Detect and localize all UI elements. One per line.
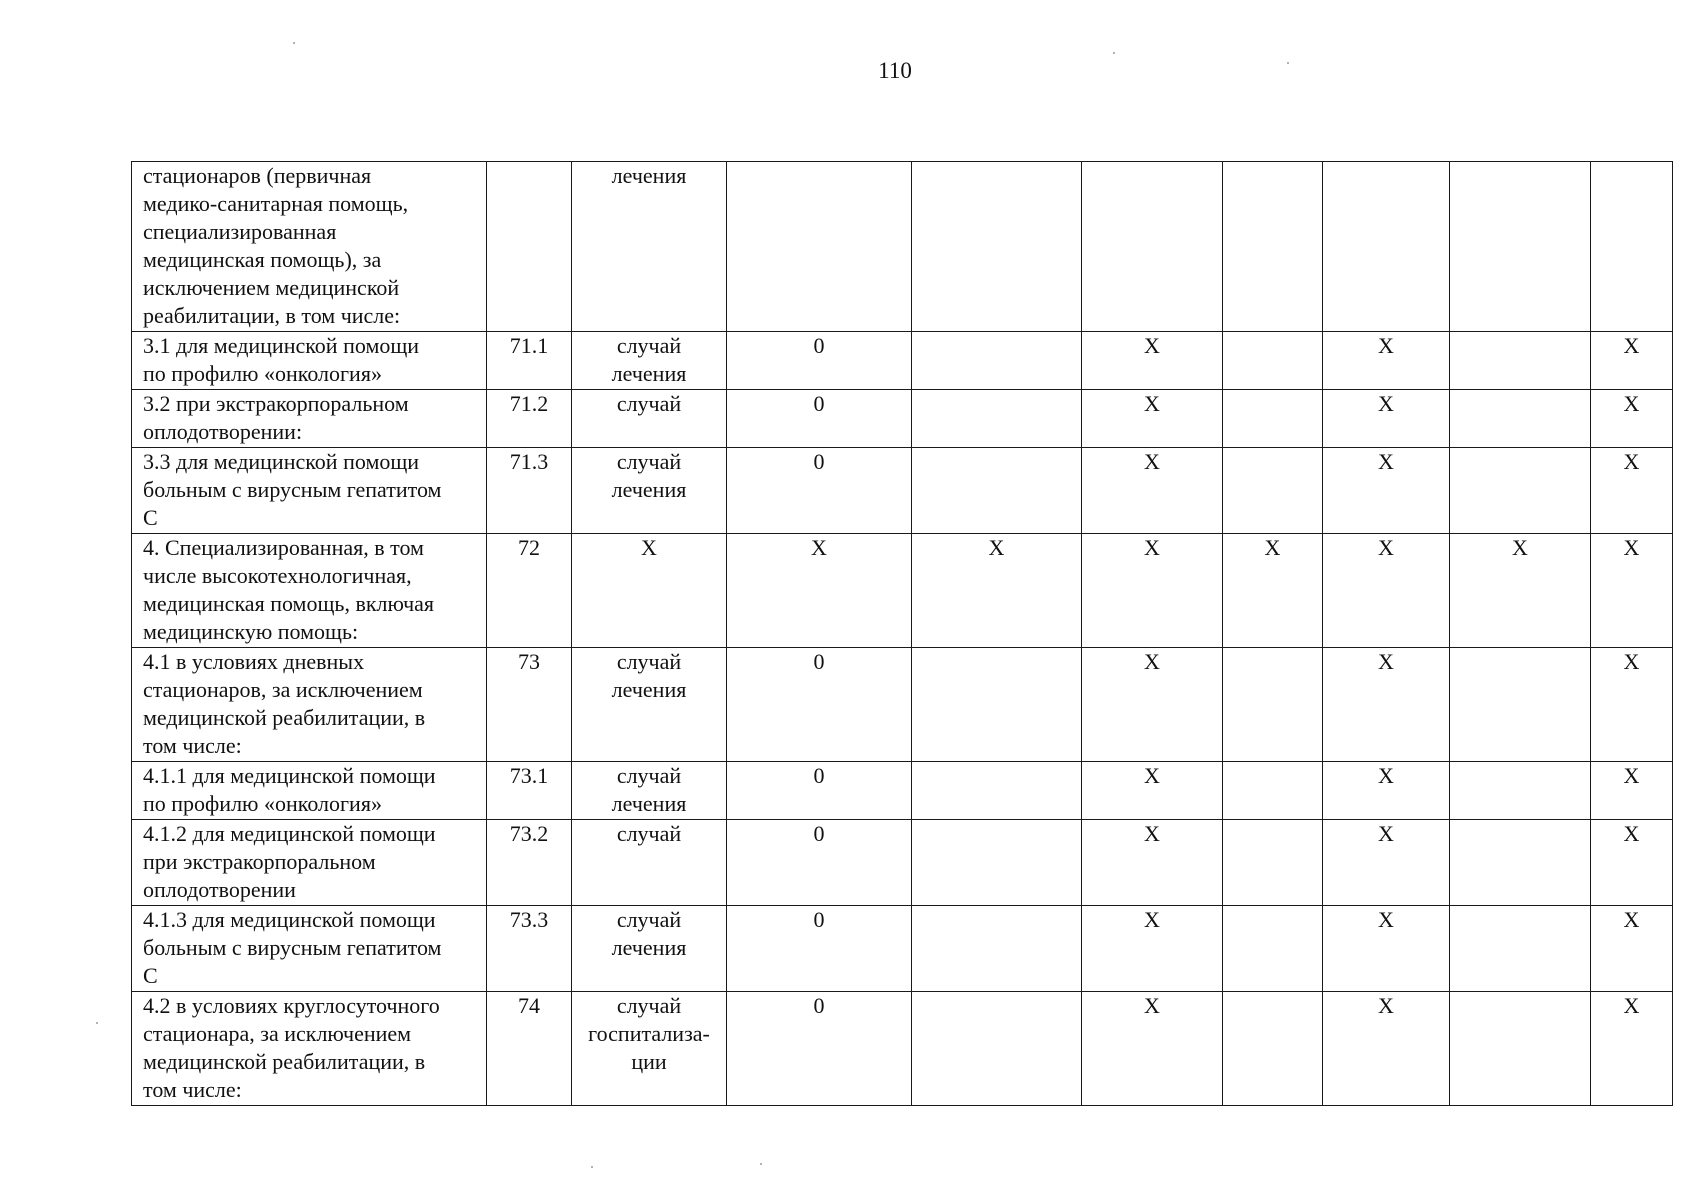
value-cell: X — [1323, 820, 1450, 906]
value-cell: X — [727, 534, 912, 648]
value-cell: X — [1591, 534, 1673, 648]
value-cell — [912, 162, 1082, 332]
table-row — [132, 534, 1673, 648]
value-cell: 0 — [727, 448, 912, 534]
value-cell: X — [1591, 762, 1673, 820]
scan-speck — [591, 1166, 593, 1168]
table-row — [132, 648, 1673, 762]
value-cell: X — [1082, 648, 1223, 762]
table-row — [132, 820, 1673, 906]
value-cell: 0 — [727, 332, 912, 390]
value-cell — [912, 390, 1082, 448]
value-cell — [1223, 906, 1323, 992]
value-cell — [1223, 648, 1323, 762]
value-cell: X — [1323, 448, 1450, 534]
value-cell — [1591, 162, 1673, 332]
value-cell: X — [1082, 906, 1223, 992]
row-name-cell: 3.2 при экстракорпоральном оплодотворении: — [132, 390, 487, 448]
row-code-cell: 71.1 — [487, 332, 572, 390]
row-code-cell: 71.2 — [487, 390, 572, 448]
value-cell: X — [1323, 992, 1450, 1106]
value-cell — [1223, 762, 1323, 820]
value-cell — [1450, 332, 1591, 390]
value-cell: X — [1591, 332, 1673, 390]
table-row — [132, 332, 1673, 390]
table-row — [132, 906, 1673, 992]
value-cell — [1450, 992, 1591, 1106]
row-name-cell: 4.1 в условиях дневных стационаров, за исключением медицинской реабилитации, в том числе: — [132, 648, 487, 762]
value-cell — [1323, 162, 1450, 332]
row-name-cell: 4. Специализированная, в том числе высокотехнологичная, медицинская помощь, включая медицинскую помощь: — [132, 534, 487, 648]
value-cell: X — [1082, 534, 1223, 648]
value-cell — [912, 820, 1082, 906]
row-unit-cell: лечения — [572, 162, 727, 332]
value-cell — [1223, 390, 1323, 448]
value-cell — [912, 448, 1082, 534]
scan-speck — [293, 42, 295, 44]
value-cell — [1223, 820, 1323, 906]
value-cell — [1450, 762, 1591, 820]
value-cell: X — [1323, 534, 1450, 648]
table-row — [132, 448, 1673, 534]
value-cell: X — [1082, 448, 1223, 534]
value-cell: X — [1591, 390, 1673, 448]
value-cell — [912, 332, 1082, 390]
value-cell: X — [1323, 390, 1450, 448]
value-cell: X — [1323, 762, 1450, 820]
row-unit-cell: случай — [572, 390, 727, 448]
value-cell: X — [912, 534, 1082, 648]
value-cell — [1450, 648, 1591, 762]
row-code-cell: 74 — [487, 992, 572, 1106]
value-cell — [912, 906, 1082, 992]
value-cell: X — [1591, 820, 1673, 906]
value-cell — [1450, 448, 1591, 534]
row-unit-cell: случай лечения — [572, 448, 727, 534]
table-row — [132, 162, 1673, 332]
value-cell: 0 — [727, 992, 912, 1106]
row-name-cell: 4.1.2 для медицинской помощи при экстракорпоральном оплодотворении — [132, 820, 487, 906]
value-cell: X — [1591, 992, 1673, 1106]
value-cell: X — [1082, 992, 1223, 1106]
value-cell — [1223, 448, 1323, 534]
row-name-cell: стационаров (первичная медико-санитарная помощь, специализированная медицинская помощь), за исключением медицинской реабилитации, в том числе: — [132, 162, 487, 332]
value-cell — [1223, 992, 1323, 1106]
value-cell — [912, 992, 1082, 1106]
value-cell: X — [1082, 762, 1223, 820]
value-cell: X — [1223, 534, 1323, 648]
row-unit-cell: X — [572, 534, 727, 648]
value-cell: 0 — [727, 390, 912, 448]
page-number: 110 — [878, 58, 912, 83]
value-cell — [1082, 162, 1223, 332]
table-body — [132, 162, 1673, 1106]
value-cell: 0 — [727, 648, 912, 762]
row-code-cell: 73.2 — [487, 820, 572, 906]
value-cell: X — [1323, 332, 1450, 390]
value-cell — [1450, 390, 1591, 448]
row-unit-cell: случай лечения — [572, 648, 727, 762]
value-cell — [912, 648, 1082, 762]
value-cell: 0 — [727, 820, 912, 906]
scan-speck — [1287, 62, 1289, 64]
row-name-cell: 3.3 для медицинской помощи больным с вирусным гепатитом С — [132, 448, 487, 534]
row-unit-cell: случай — [572, 820, 727, 906]
value-cell — [1450, 906, 1591, 992]
value-cell: X — [1082, 390, 1223, 448]
value-cell: X — [1591, 648, 1673, 762]
scan-speck — [1113, 52, 1115, 54]
row-code-cell: 73.1 — [487, 762, 572, 820]
value-cell — [1223, 332, 1323, 390]
row-name-cell: 4.1.1 для медицинской помощи по профилю «онкология» — [132, 762, 487, 820]
value-cell: X — [1450, 534, 1591, 648]
row-code-cell: 71.3 — [487, 448, 572, 534]
row-name-cell: 3.1 для медицинской помощи по профилю «онкология» — [132, 332, 487, 390]
row-unit-cell: случай госпитализа- ции — [572, 992, 727, 1106]
data-table — [131, 161, 1673, 1106]
table-row — [132, 992, 1673, 1106]
value-cell: X — [1323, 906, 1450, 992]
value-cell — [1450, 820, 1591, 906]
row-unit-cell: случай лечения — [572, 332, 727, 390]
row-code-cell: 73.3 — [487, 906, 572, 992]
row-unit-cell: случай лечения — [572, 762, 727, 820]
value-cell: 0 — [727, 906, 912, 992]
scan-speck — [96, 1022, 98, 1024]
table-row — [132, 390, 1673, 448]
value-cell: X — [1323, 648, 1450, 762]
value-cell — [1450, 162, 1591, 332]
value-cell: X — [1082, 332, 1223, 390]
row-code-cell: 73 — [487, 648, 572, 762]
scan-speck — [760, 1163, 762, 1165]
value-cell: X — [1082, 820, 1223, 906]
row-unit-cell: случай лечения — [572, 906, 727, 992]
row-name-cell: 4.1.3 для медицинской помощи больным с вирусным гепатитом С — [132, 906, 487, 992]
row-code-cell — [487, 162, 572, 332]
value-cell: 0 — [727, 762, 912, 820]
row-code-cell: 72 — [487, 534, 572, 648]
value-cell: X — [1591, 448, 1673, 534]
row-name-cell: 4.2 в условиях круглосуточного стационара, за исключением медицинской реабилитации, в том числе: — [132, 992, 487, 1106]
value-cell — [1223, 162, 1323, 332]
value-cell — [727, 162, 912, 332]
table-row — [132, 762, 1673, 820]
value-cell: X — [1591, 906, 1673, 992]
value-cell — [912, 762, 1082, 820]
